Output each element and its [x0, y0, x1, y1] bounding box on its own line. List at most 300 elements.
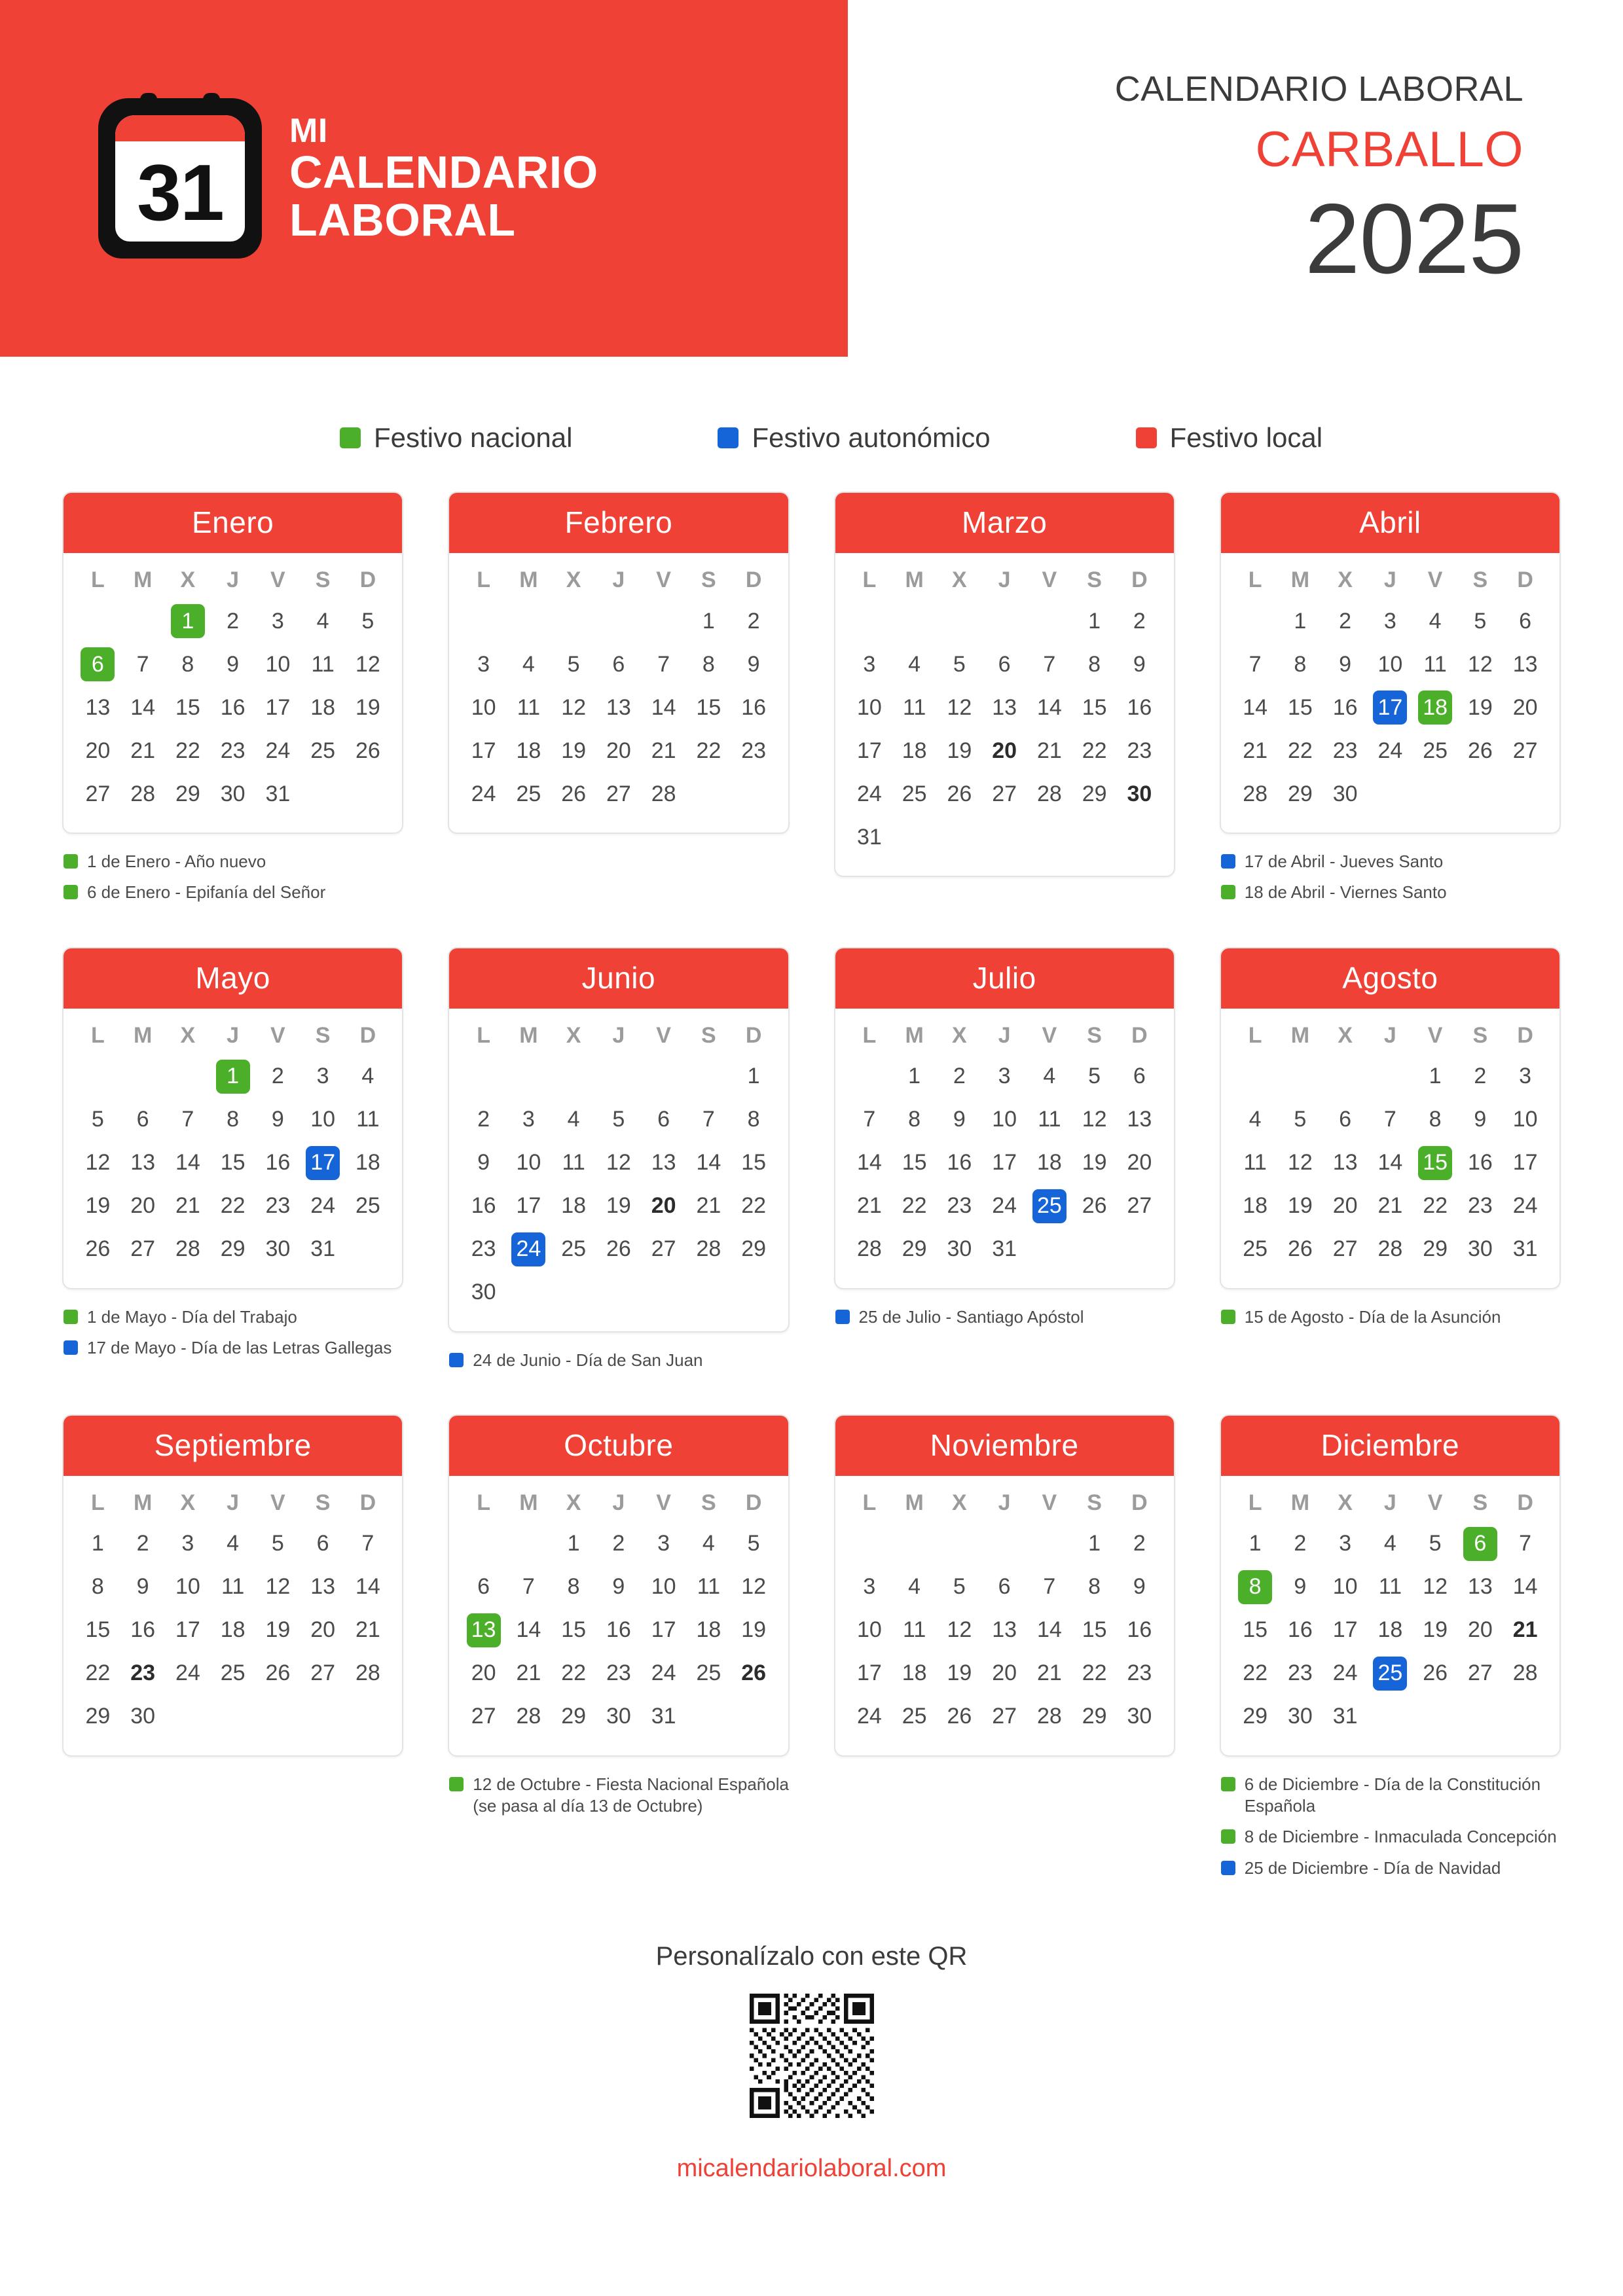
weekday-label: J	[998, 567, 1011, 592]
weekday-label: V	[270, 567, 285, 592]
weekday-label: J	[1383, 1490, 1396, 1515]
day-14: 14	[516, 1617, 541, 1643]
day-8: 8	[1294, 651, 1307, 677]
day-30: 30	[1127, 1704, 1152, 1729]
holiday-day-autonomico: 25	[1373, 1657, 1407, 1691]
weekday-label: D	[359, 1490, 376, 1515]
weekday-label: M	[1290, 1022, 1310, 1048]
day-16: 16	[1127, 694, 1152, 720]
day-16: 16	[947, 1150, 972, 1175]
day-empty	[1233, 1055, 1278, 1098]
day-empty	[892, 816, 937, 859]
week-row	[75, 643, 390, 686]
weekday-label: X	[952, 567, 967, 592]
holiday-day-nacional: 1	[216, 1060, 250, 1094]
day-grid	[449, 1009, 788, 1331]
day-3: 3	[1519, 1064, 1532, 1089]
day-28: 28	[130, 781, 156, 806]
day-26: 26	[1423, 1660, 1448, 1686]
weekday-header	[847, 553, 1162, 600]
page-footer	[0, 1942, 1623, 2229]
day-24: 24	[992, 1193, 1017, 1219]
day-18: 18	[516, 738, 541, 763]
week-row	[461, 1652, 776, 1695]
day-9: 9	[1133, 1574, 1146, 1600]
brand-banner	[0, 0, 848, 357]
day-22: 22	[696, 738, 721, 763]
day-23: 23	[220, 738, 246, 763]
week-row	[847, 1609, 1162, 1652]
day-22: 22	[1287, 738, 1313, 763]
day-24: 24	[175, 1660, 200, 1686]
day-3: 3	[181, 1531, 194, 1556]
month-notes	[1220, 1774, 1561, 1888]
month-card	[448, 947, 789, 1333]
holiday-note-text: 6 de Enero - Epifanía del Señor	[87, 882, 326, 903]
day-empty	[596, 600, 642, 643]
day-22: 22	[175, 738, 200, 763]
day-25: 25	[355, 1193, 380, 1219]
day-12: 12	[1082, 1107, 1107, 1132]
day-empty	[551, 600, 596, 643]
day-8: 8	[567, 1574, 580, 1600]
day-20: 20	[1467, 1617, 1493, 1643]
day-empty	[1072, 816, 1117, 859]
day-22: 22	[902, 1193, 927, 1219]
day-empty	[301, 1695, 346, 1738]
note-swatch-icon	[1221, 854, 1235, 869]
day-9: 9	[1339, 651, 1352, 677]
day-15: 15	[561, 1617, 587, 1643]
day-empty	[120, 1055, 166, 1098]
weekday-header	[461, 1009, 776, 1055]
day-18: 18	[696, 1617, 721, 1643]
day-5: 5	[91, 1107, 104, 1132]
day-10: 10	[856, 1617, 882, 1643]
week-row	[461, 1522, 776, 1566]
legend	[0, 422, 1623, 454]
day-11: 11	[902, 694, 926, 720]
month-agosto	[1220, 947, 1561, 1380]
month-card	[448, 1414, 789, 1757]
day-28: 28	[1512, 1660, 1538, 1686]
week-row	[461, 643, 776, 686]
day-19: 19	[265, 1617, 291, 1643]
day-empty	[982, 600, 1027, 643]
day-21: 21	[1377, 1193, 1403, 1219]
day-12: 12	[606, 1150, 631, 1175]
day-6: 6	[998, 651, 1011, 677]
weekday-label: S	[1472, 1490, 1488, 1515]
day-28: 28	[355, 1660, 380, 1686]
day-17: 17	[856, 1660, 882, 1686]
day-1: 1	[1088, 608, 1101, 634]
weekday-header	[461, 553, 776, 600]
day-19: 19	[1287, 1193, 1313, 1219]
day-14: 14	[1512, 1574, 1538, 1600]
day-22: 22	[561, 1660, 587, 1686]
weekday-label: L	[90, 567, 105, 592]
note-swatch-icon	[64, 854, 78, 869]
day-12: 12	[1287, 1150, 1313, 1175]
day-24: 24	[265, 738, 291, 763]
legend-item-autonomico	[718, 422, 990, 454]
day-1: 1	[1429, 1064, 1442, 1089]
week-row	[1233, 729, 1548, 772]
day-10: 10	[1512, 1107, 1538, 1132]
day-21: 21	[651, 738, 676, 763]
day-31: 31	[651, 1704, 676, 1729]
day-empty	[461, 600, 506, 643]
day-11: 11	[562, 1150, 585, 1175]
day-16: 16	[606, 1617, 631, 1643]
day-29: 29	[1082, 781, 1107, 806]
day-28: 28	[856, 1236, 882, 1262]
day-20: 20	[1127, 1150, 1152, 1175]
day-27: 27	[992, 781, 1017, 806]
month-enero	[62, 492, 403, 913]
day-26: 26	[1467, 738, 1493, 763]
week-row	[75, 1609, 390, 1652]
weekday-label: D	[359, 567, 376, 592]
day-4: 4	[908, 651, 921, 677]
day-28: 28	[696, 1236, 721, 1262]
day-26: 26	[1082, 1193, 1107, 1219]
day-empty	[1072, 1228, 1117, 1271]
month-title: Abril	[1221, 493, 1559, 553]
day-29: 29	[902, 1236, 927, 1262]
day-29: 29	[85, 1704, 111, 1729]
legend-swatch-icon	[718, 427, 739, 448]
weekday-label: M	[519, 1490, 538, 1515]
day-empty	[166, 1055, 211, 1098]
weekday-header	[75, 553, 390, 600]
day-2: 2	[136, 1531, 149, 1556]
week-row	[75, 1566, 390, 1609]
month-title: Junio	[449, 948, 788, 1009]
week-row	[461, 1098, 776, 1141]
day-5: 5	[1294, 1107, 1307, 1132]
day-24: 24	[856, 781, 882, 806]
day-29: 29	[220, 1236, 246, 1262]
day-empty	[847, 600, 892, 643]
holiday-day-nacional: 15	[1418, 1146, 1452, 1180]
day-13	[461, 1609, 506, 1652]
day-2: 2	[477, 1107, 490, 1132]
weekday-label: J	[612, 1022, 625, 1048]
note-swatch-icon	[835, 1310, 850, 1324]
day-empty	[937, 600, 982, 643]
day-4: 4	[361, 1064, 374, 1089]
day-27: 27	[1332, 1236, 1358, 1262]
week-row	[75, 1185, 390, 1228]
day-19: 19	[1423, 1617, 1448, 1643]
day-14: 14	[355, 1574, 380, 1600]
weekday-label: J	[227, 1490, 240, 1515]
holiday-note	[64, 851, 403, 872]
day-26: 26	[947, 1704, 972, 1729]
day-empty	[731, 1695, 776, 1738]
month-septiembre	[62, 1414, 403, 1888]
day-empty	[686, 1695, 731, 1738]
note-swatch-icon	[1221, 1829, 1235, 1844]
page-header	[0, 0, 1623, 357]
weekday-header	[847, 1476, 1162, 1522]
weekday-label: D	[1131, 1490, 1148, 1515]
day-16: 16	[265, 1150, 291, 1175]
day-15: 15	[220, 1150, 246, 1175]
day-7: 7	[1383, 1107, 1396, 1132]
month-card	[834, 947, 1175, 1289]
holiday-note-text: 25 de Diciembre - Día de Navidad	[1244, 1857, 1501, 1878]
weekday-label: X	[566, 567, 581, 592]
day-17	[1368, 686, 1413, 729]
day-25: 25	[516, 781, 541, 806]
month-card	[448, 492, 789, 834]
day-29: 29	[1423, 1236, 1448, 1262]
day-25: 25	[696, 1660, 721, 1686]
day-7: 7	[1043, 651, 1056, 677]
day-24: 24	[1332, 1660, 1358, 1686]
weekday-label: M	[133, 1490, 153, 1515]
month-title: Marzo	[835, 493, 1174, 553]
day-11: 11	[356, 1107, 380, 1132]
day-9: 9	[136, 1574, 149, 1600]
day-3: 3	[316, 1064, 329, 1089]
holiday-note	[64, 882, 403, 903]
week-row	[461, 1566, 776, 1609]
day-25: 25	[561, 1236, 587, 1262]
month-octubre	[448, 1414, 789, 1888]
weekday-label: M	[905, 1022, 924, 1048]
day-19: 19	[355, 694, 380, 720]
day-7: 7	[361, 1531, 374, 1556]
day-13: 13	[1467, 1574, 1493, 1600]
day-17: 17	[1512, 1150, 1538, 1175]
day-7: 7	[136, 651, 149, 677]
week-row	[461, 1185, 776, 1228]
day-21: 21	[1243, 738, 1268, 763]
holiday-note-text: 24 de Junio - Día de San Juan	[473, 1350, 703, 1370]
holiday-note-text: 17 de Abril - Jueves Santo	[1244, 852, 1444, 871]
day-empty	[1503, 772, 1548, 816]
week-row	[1233, 1228, 1548, 1271]
day-14: 14	[175, 1150, 200, 1175]
note-swatch-icon	[64, 1310, 78, 1324]
day-empty	[551, 1271, 596, 1314]
weekday-label: S	[701, 567, 716, 592]
day-21: 21	[1036, 1660, 1062, 1686]
header-titles	[848, 0, 1623, 357]
week-row	[75, 1228, 390, 1271]
day-empty	[596, 1271, 642, 1314]
weekday-label: D	[1517, 1490, 1533, 1515]
day-31: 31	[1512, 1236, 1538, 1262]
weekday-label: L	[90, 1022, 105, 1048]
month-title: Febrero	[449, 493, 788, 553]
day-grid	[1221, 1476, 1559, 1755]
day-12: 12	[265, 1574, 291, 1600]
legend-item-label: Festivo autonómico	[752, 422, 991, 453]
day-21: 21	[516, 1660, 541, 1686]
month-notes	[62, 1306, 403, 1369]
day-10: 10	[175, 1574, 200, 1600]
day-empty	[937, 1522, 982, 1566]
holiday-note	[1221, 1857, 1561, 1879]
day-4: 4	[522, 651, 535, 677]
month-notes	[834, 1306, 1175, 1337]
day-3: 3	[1339, 1531, 1352, 1556]
day-10: 10	[471, 694, 496, 720]
day-31: 31	[310, 1236, 336, 1262]
day-6: 6	[998, 1574, 1011, 1600]
day-4: 4	[316, 608, 329, 634]
day-2: 2	[1339, 608, 1352, 634]
day-11: 11	[902, 1617, 926, 1643]
weekday-label: J	[1383, 567, 1396, 592]
day-18: 18	[1036, 1150, 1062, 1175]
day-11: 11	[311, 651, 335, 677]
day-27: 27	[992, 1704, 1017, 1729]
day-9: 9	[1474, 1107, 1487, 1132]
day-20: 20	[992, 738, 1017, 763]
day-20: 20	[992, 1660, 1017, 1686]
month-card	[1220, 947, 1561, 1289]
day-15: 15	[1287, 694, 1313, 720]
day-empty	[506, 1271, 551, 1314]
day-10: 10	[856, 694, 882, 720]
day-empty	[301, 772, 346, 816]
day-5: 5	[612, 1107, 625, 1132]
weekday-header	[461, 1476, 776, 1522]
day-empty	[892, 600, 937, 643]
weekday-label: L	[90, 1490, 105, 1515]
day-23: 23	[947, 1193, 972, 1219]
day-14: 14	[696, 1150, 721, 1175]
week-row	[847, 816, 1162, 859]
day-25: 25	[220, 1660, 246, 1686]
day-3: 3	[477, 651, 490, 677]
day-19: 19	[561, 738, 587, 763]
day-9: 9	[1294, 1574, 1307, 1600]
day-empty	[120, 600, 166, 643]
day-28: 28	[175, 1236, 200, 1262]
week-row	[1233, 1098, 1548, 1141]
day-23: 23	[471, 1236, 496, 1262]
weekday-header	[1233, 1009, 1548, 1055]
day-grid	[64, 553, 402, 833]
week-row	[75, 600, 390, 643]
day-2: 2	[1294, 1531, 1307, 1556]
legend-item-local	[1136, 422, 1322, 454]
day-16: 16	[1287, 1617, 1313, 1643]
day-empty	[506, 1522, 551, 1566]
day-9: 9	[953, 1107, 966, 1132]
day-18: 18	[220, 1617, 246, 1643]
day-29: 29	[1082, 1704, 1107, 1729]
day-empty	[1368, 772, 1413, 816]
day-13: 13	[310, 1574, 336, 1600]
weekday-label: M	[133, 1022, 153, 1048]
weekday-label: M	[133, 567, 153, 592]
week-row	[1233, 772, 1548, 816]
day-5: 5	[1429, 1531, 1442, 1556]
day-11: 11	[1423, 651, 1447, 677]
day-15: 15	[902, 1150, 927, 1175]
month-notes	[448, 1350, 789, 1380]
day-29: 29	[741, 1236, 767, 1262]
month-title: Diciembre	[1221, 1416, 1559, 1476]
weekday-label: L	[477, 1022, 491, 1048]
weekday-header	[75, 1476, 390, 1522]
day-4: 4	[1249, 1107, 1262, 1132]
day-22: 22	[741, 1193, 767, 1219]
weekday-header	[847, 1009, 1162, 1055]
day-30: 30	[471, 1280, 496, 1305]
qr-code[interactable]	[750, 1994, 874, 2118]
day-6: 6	[1339, 1107, 1352, 1132]
day-4: 4	[227, 1531, 240, 1556]
day-26: 26	[947, 781, 972, 806]
day-31: 31	[265, 781, 291, 806]
day-19: 19	[85, 1193, 111, 1219]
website-link[interactable]: micalendariolaboral.com	[676, 2154, 947, 2182]
weekday-label: S	[1472, 1022, 1488, 1048]
day-21: 21	[355, 1617, 380, 1643]
weekday-label: D	[1131, 1022, 1148, 1048]
day-23: 23	[1287, 1660, 1313, 1686]
day-14: 14	[1036, 1617, 1062, 1643]
day-19: 19	[947, 1660, 972, 1686]
week-row	[1233, 1652, 1548, 1695]
day-8: 8	[91, 1574, 104, 1600]
day-empty	[551, 1055, 596, 1098]
weekday-label: L	[1248, 1022, 1262, 1048]
day-18: 18	[561, 1193, 587, 1219]
weekday-label: V	[656, 567, 671, 592]
month-title: Enero	[64, 493, 402, 553]
day-10: 10	[1377, 651, 1403, 677]
day-23: 23	[1467, 1193, 1493, 1219]
day-grid	[835, 1476, 1174, 1755]
day-22: 22	[85, 1660, 111, 1686]
weekday-header	[1233, 1476, 1548, 1522]
day-15: 15	[1082, 694, 1107, 720]
month-title: Septiembre	[64, 1416, 402, 1476]
note-swatch-icon	[64, 885, 78, 899]
day-10: 10	[651, 1574, 676, 1600]
day-empty	[892, 1522, 937, 1566]
page-title: CALENDARIO LABORAL	[1114, 69, 1523, 109]
day-29: 29	[561, 1704, 587, 1729]
day-16: 16	[471, 1193, 496, 1219]
week-row	[75, 1055, 390, 1098]
day-empty	[346, 772, 391, 816]
day-23: 23	[606, 1660, 631, 1686]
calendar-icon	[98, 98, 262, 259]
day-18: 18	[1243, 1193, 1268, 1219]
day-4: 4	[908, 1574, 921, 1600]
day-empty	[1027, 1522, 1072, 1566]
note-swatch-icon	[449, 1353, 464, 1367]
note-swatch-icon	[64, 1340, 78, 1355]
month-notes	[1220, 1306, 1561, 1337]
weekday-header	[75, 1009, 390, 1055]
day-23: 23	[741, 738, 767, 763]
day-7: 7	[863, 1107, 876, 1132]
day-2: 2	[1133, 608, 1146, 634]
day-4: 4	[1429, 608, 1442, 634]
